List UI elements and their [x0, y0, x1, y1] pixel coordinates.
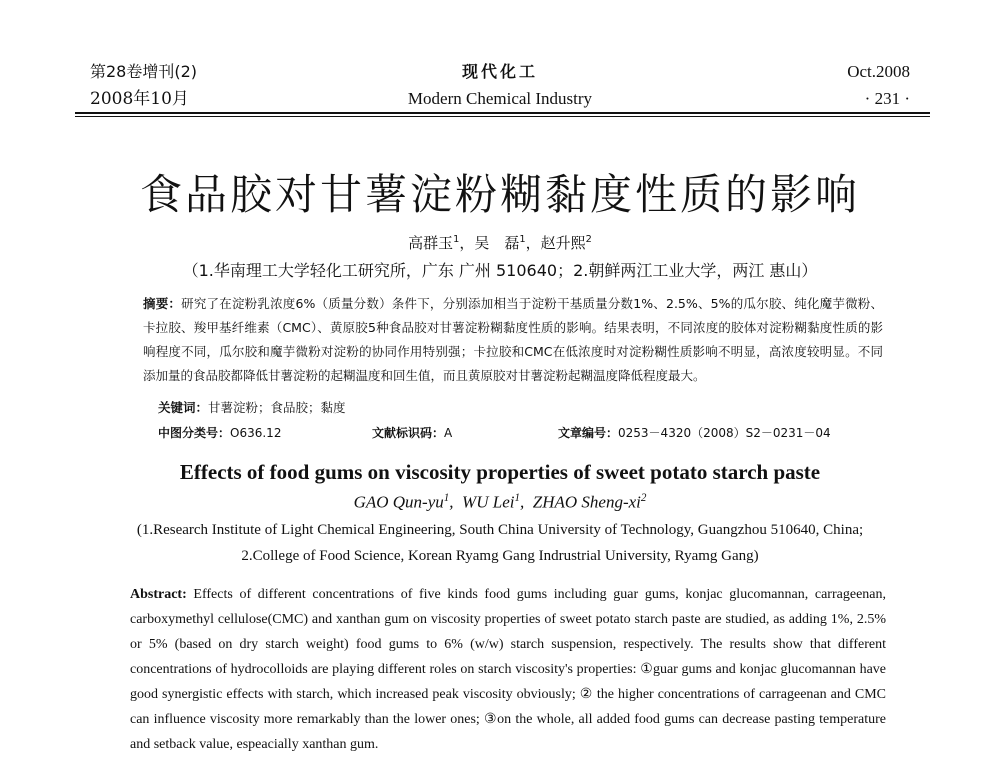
- author-3-en-sup: 2: [640, 492, 647, 504]
- abstract-cn-label: 摘要：: [143, 296, 182, 311]
- article-number: [558, 424, 831, 441]
- article-number-value: 0253－4320（2008）S2－0231－04: [618, 426, 831, 440]
- clc-label: 中图分类号：: [158, 426, 231, 440]
- author-3-en: ZHAO Sheng-xi: [532, 492, 641, 512]
- page-number: · 231 ·: [864, 89, 910, 108]
- author-2-cn: 吴 磊: [474, 234, 520, 252]
- affiliation-en-1: (1.Research Institute of Light Chemical Engineering, South China University of Technology, Guangzhou 510640, China;: [136, 522, 864, 538]
- keywords-cn-label: 关键词：: [158, 400, 209, 415]
- keywords-cn: [158, 398, 346, 416]
- author-3-sup: 2: [585, 234, 592, 245]
- author-sep: ，: [459, 234, 475, 252]
- header-rule-thick: [75, 112, 930, 114]
- authors-en: GAO Qun-$yu^1$, WU Lei$^1$, ZHAO Sheng-$xi^2$: [353, 492, 647, 512]
- doc-code: [372, 424, 452, 441]
- author-1-en-sup: 1: [443, 492, 450, 504]
- author-1-en: GAO Qun-yu: [353, 492, 444, 512]
- journal-name-en: Modern Chemical Industry: [407, 89, 593, 108]
- doc-code-value: A: [444, 426, 453, 440]
- abstract-cn: [143, 292, 883, 388]
- abstract-en-text: Effects of different concentrations of five kinds food gums including guar gums, konjac glucomannan, carrageenan, carboxymethyl cellulose(CMC) and xanthan gum on viscosity properties of sweet potato starch paste are studied, as adding 1%, 2.5% or 5% (based on dry starch weight) food gums to 6% (w/w) starch suspension, respectively. The results show that different concentrations of hydrocolloids are playing different roles on starch viscosity's properties: ①guar gums and konjac glucomannan have good synergistic effects with starch, which increased peak viscosity obviously; ② the higher concentrations of carrageenan and CMC can influence viscosity more remarkably than the lower ones; ③on the whole, all added food gums can decrease pasting temperature and setback value, espeacially xanthan gum.: [130, 587, 886, 752]
- abstract-en-label: Abstract:: [130, 587, 187, 602]
- paper-title-cn: 食品胶对甘薯淀粉糊黏度性质的影响: [139, 170, 860, 219]
- header-rule-thin: [75, 116, 930, 117]
- author-sep: ，: [525, 234, 541, 252]
- affiliation-cn: （1.华南理工大学轻化工研究所，广东 广州 510640；2.朝鲜两江工业大学，两江 惠山）: [182, 261, 818, 280]
- abstract-cn-text: 研究了在淀粉乳浓度6%（质量分数）条件下，分别添加相当于淀粉干基质量分数1%、2.5%、5%的瓜尔胶、纯化魔芋微粉、卡拉胶、羧甲基纤维素（CMC）、黄原胶5种食品胶对甘薯淀粉糊黏度性质的影响。结果表明，不同浓度的胶体对淀粉糊黏度性质的影响程度不同，瓜尔胶和魔芋微粉对淀粉的协同作用特别强；卡拉胶和CMC在低浓度时对淀粉糊性质影响不明显，高浓度较明显。不同添加量的食品胶都降低甘薯淀粉的起糊温度和回生值，而且黄原胶对甘薯淀粉起糊温度降低程度最大。: [143, 296, 883, 383]
- issue-date-cn: 2008年10月: [90, 89, 189, 109]
- paper-title-en: Effects of food gums on viscosity properties of sweet potato starch paste: [179, 460, 821, 484]
- issue-date-en: Oct.2008: [847, 62, 910, 81]
- clc-number: [158, 424, 281, 441]
- author-2-en-sup: 1: [514, 492, 520, 504]
- article-number-label: 文章编号：: [558, 426, 619, 440]
- author-1-cn: 高群玉: [408, 234, 454, 252]
- affiliation-en-2: 2.College of Food Science, Korean Ryamg Gang Indrustrial University, Ryamg Gang): [241, 548, 759, 564]
- doc-code-label: 文献标识码：: [372, 426, 445, 440]
- journal-name-cn: 现代化工: [461, 62, 538, 81]
- abstract-en: [130, 582, 886, 757]
- authors-cn: [0, 232, 1000, 253]
- author-2-sup: 1: [519, 234, 526, 245]
- clc-value: O636.12: [230, 426, 282, 440]
- keywords-cn-text: 甘薯淀粉；食品胶；黏度: [208, 400, 346, 415]
- volume-label: 第28卷增刊(2): [90, 62, 198, 81]
- author-3-cn: 赵升熙: [540, 234, 586, 252]
- author-1-sup: 1: [453, 234, 460, 245]
- author-2-en: WU Lei: [462, 492, 515, 512]
